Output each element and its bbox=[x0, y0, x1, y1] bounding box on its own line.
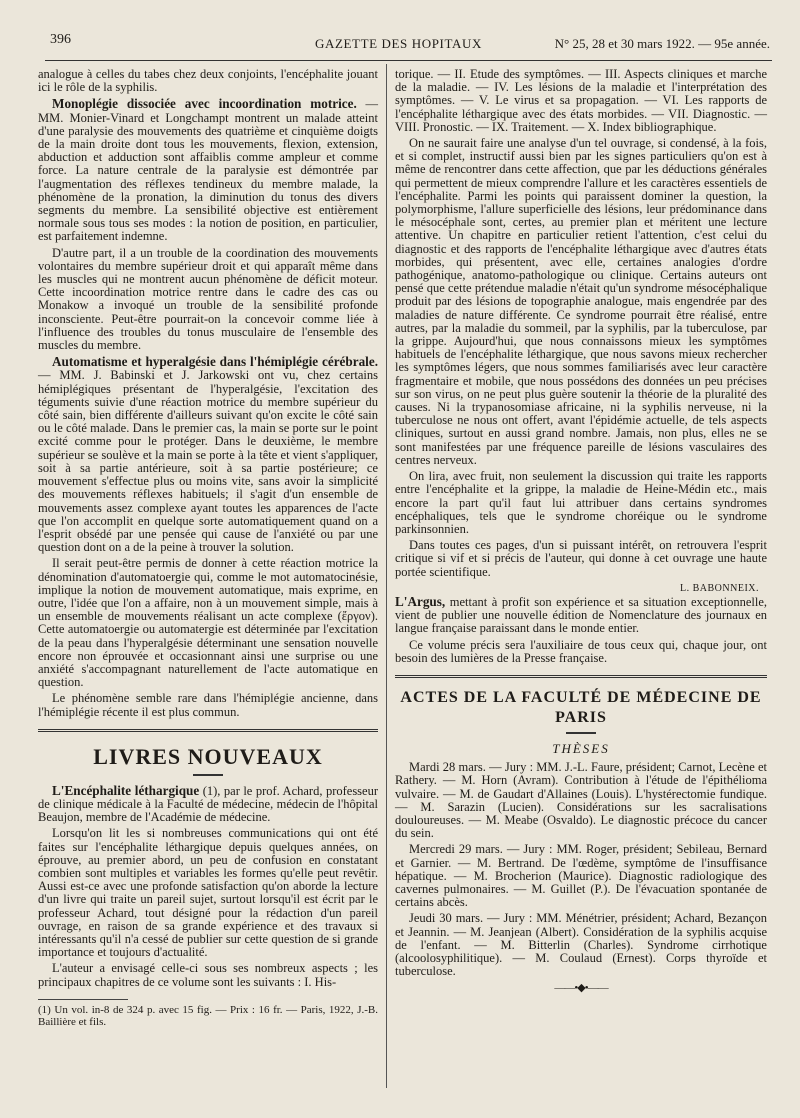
argus-text: mettant à profit son expérience et sa situation exceptionnelle, vient de publier une nouvelle édition de Nomenclature des journaux en langue française paraissant dans le monde entier. bbox=[395, 594, 768, 636]
actes-dash bbox=[566, 732, 596, 734]
column-divider bbox=[386, 64, 387, 1088]
page-number: 396 bbox=[50, 32, 71, 47]
livres-heading: LIVRES NOUVEAUX bbox=[93, 743, 323, 769]
actes-rule bbox=[395, 675, 767, 678]
argus-paragraph-2: Ce volume précis sera l'auxiliaire de tous ceux qui, chaque jour, ont besoin des lumières de la Presse française. bbox=[395, 637, 767, 665]
footnote-rule bbox=[38, 999, 128, 1000]
mono-text: — MM. Monier-Vinard et Longchampt montrent un malade atteint d'une paralysie des mouvements des quatrième et cinquième doigts de la main droite dont tous les mouvements, flexion, extension, abduction et adduction sont affaiblis comme ampleur et comme force. La nature centrale de la paralysie est démontrée par l'augmentation des réflexes tendineux du membre malade, la phénomène de la pronation, la diminution du tonus des divers segments du membre. La sensibilité objective est entièrement normale sous tous ses modes : la notion de position, en particulier, est parfaitement indemne. bbox=[38, 97, 379, 244]
theses-mardi: Mardi 28 mars. — Jury : MM. J.-L. Faure, président; Carnot, Lecène et Rathery. — M. Horn (Avram). Contribution à l'étude de l'épithélioma vulvaire. — M. de Gaudart d'Allaines (Louis). L'hystérectomie fundique. — M. Sarazin (Lucien). Considérations sur les sacralisations douloureuses. — M. Meabe (Osvaldo). Le diagnostic précoce du cancer du sein. bbox=[395, 760, 767, 841]
theses-mercredi: Mercredi 29 mars. — Jury : MM. Roger, président; Sebileau, Bernard et Garnier. — M. Bertrand. De l'œdème, symptôme de l'insuffisance hépatique. — M. Brocherion (Maurice). Diagnostic radiologique des cavernes pulmonaires. — M. Guillet (P.). De l'évacuation spontanée de certains abcès. bbox=[395, 842, 767, 910]
section-rule bbox=[38, 729, 378, 732]
auto-paragraph-3: Le phénomène semble rare dans l'hémiplégie ancienne, dans l'hémiplégie récente il est plus commun. bbox=[38, 691, 378, 719]
review-paragraph-3: On lira, avec fruit, non seulement la discussion qui traite les rapports entre l'encéphalite et la grippe, la maladie de Heine-Médin etc., mais encore la part qu'il faut lui attribuer dans certains syndromes encéphaliques, tels que le syndrome choréique ou le syndrome parkinsonnien. bbox=[395, 469, 767, 536]
review-paragraph-1: torique. — II. Etude des symptômes. — III. Aspects cliniques et marche de la maladie. — IV. Les lésions de la maladie et l'interprétation des symptômes. — V. Le virus et sa propagation. — VI. Les rapports de l'encéphalite léthargique avec des états morbides. — VII. Diagnostic. — VIII. Pronostic. — IX. Traitement. — X. Index bibliographique. bbox=[395, 67, 767, 134]
heading-dash bbox=[193, 774, 223, 776]
end-ornament: ——•◆•—— bbox=[554, 982, 608, 995]
running-header bbox=[50, 32, 770, 58]
theses-jeudi: Jeudi 30 mars. — Jury : MM. Ménétrier, président; Achard, Bezançon et Jeannin. — M. Jeanjean (Albert). Considération de la syphilis acquise de l'enfant. — M. Bitterlin (Charles). Syndrome cirrhotique (alcoolosyphilitique). — M. Coulaud (Ernest). Corps thyroïde et tuberculose. bbox=[395, 911, 767, 979]
mono-paragraph-2: D'autre part, il a un trouble de la coordination des mouvements volontaires du membre supérieur droit et qui apparaît même dans les muscles qui ne montrent aucun phénomène de déficit moteur. Cette incoordination motrice rentre dans le cadre des cas ou Monakow a invoqué un trouble de la sensibilité profonde inconsciente. Peut-être pourrait-on la concevoir comme liée à l'influence des troubles du tonus musculaire de l'ensemble des muscles du membre. bbox=[38, 245, 378, 353]
auto-paragraph-1 bbox=[38, 355, 378, 554]
actes-heading: ACTES DE LA FACULTÉ DE MÉDECINE DE PARIS bbox=[400, 688, 762, 726]
argus-paragraph bbox=[395, 595, 767, 636]
mono-title: Monoplégie dissociée avec incoordination motrice. bbox=[52, 96, 357, 112]
auto-paragraph-2: Il serait peut-être permis de donner à cette réaction motrice la dénomination d'automatoergie qui, comme le mot automatocinésie, implique la notion de mouvement automatique, mais exprime, en outre, l'idée que l'on a affaire, non à un mouvement simple, mais à un ensemble de mouvements réalisant un acte complexe (ἔργον). Cette automatoergie ou automatergie est déterminée par l'excitation de la peau dans l'hyperalgésie déterminant une sensation nouvelle encore non éprouvée et occasionnant ainsi une surprise ou une anxiété s'accompagnant naturellement de l'acte automatique en question. bbox=[38, 556, 378, 690]
enc-title: L'Encéphalite léthargique bbox=[52, 782, 200, 798]
right-column bbox=[395, 68, 767, 996]
header-rule bbox=[45, 60, 772, 61]
left-column bbox=[38, 68, 378, 1032]
theses-label: THÈSES bbox=[552, 740, 610, 756]
mono-paragraph-1 bbox=[38, 97, 378, 243]
intro-paragraph: analogue à celles du tabes chez deux conjoints, l'encéphalite jouant ici le rôle de la syphilis. bbox=[38, 67, 378, 95]
journal-title: GAZETTE DES HOPITAUX bbox=[315, 36, 482, 51]
enc-paragraph-1: Lorsqu'on lit les si nombreuses communications qui ont été faites sur l'encéphalite léthargique depuis quelques années, on éprouve, au premier abord, un peu de confusion en constatant combien sont multiples et variables les formes qu'elle peut revêtir. Aussi est-ce avec une profonde satisfaction qu'on aborde la lecture d'un livre qui traite un pareil sujet, surtout lorsqu'il est écrit par le professeur Achard, tout désigné pour la rédaction d'un pareil ouvrage, en raison de sa grande expérience et des travaux si intéressants qu'il n'a cessé de publier sur cette question de si grande importance et toujours d'actualité. bbox=[38, 826, 378, 960]
review-paragraph-2: On ne saurait faire une analyse d'un tel ouvrage, si condensé, à la fois, et si complet, instructif aussi bien par les signes particuliers qu'on est à même de rencontrer dans cette affection, que par les déductions générales qui permettent de mieux comprendre l'allure et les caractères essentiels de l'encéphalite. Parmi les points qui paraissent dominer la question, la polymorphisme, l'allure superficielle des lésions, leur prédominance dans le mésocéphale sont, certes, au premier plan et méritent une lecture attentive. Un chapitre en particulier retient l'attention, c'est celui du diagnostic et des rapports de l'encéphalite léthargique avec d'autres états morbides, qui présentent, avec elle, certaines analogies d'ordre pathogénique, anatomo-pathologique ou clinique. Certains auteurs ont pensé que cette prétendue maladie n'était qu'un syndrome mésocéphalique produit par des lésions de topographie analogue, mais engendrée par des maladies de nature différente. Ce syndrome pourrait être réalisé, entre autres, par la maladie du sommeil, par la syphilis, par la tuberculose, par la grippe. Aujourd'hui, que nous connaissons mieux les symptômes habituels de l'encéphalite léthargique, que nous savons mieux rechercher les symptômes légers, que nous sommes familiarisés avec leur caractère fragmentaire et mobile, que nous possédons des données un peu précises sur son virus, on ne peut plus guère soutenir la théorie de la pluralité des causes. Ni la trypanosomiase africaine, ni la syphilis nerveuse, ni la tuberculose ne nous ont offert, avant l'épidémie actuelle, de tels aspects cliniques, surtout en aussi grand nombre. Jamais, non plus, elles ne se sont manifestées par une fréquence pareille de lésions vasculaires des centres nerveux. bbox=[395, 136, 767, 467]
issue-line: N° 25, 28 et 30 mars 1922. — 95e année. bbox=[554, 36, 770, 51]
enc-paragraph-2: L'auteur a envisagé celle-ci sous ses nombreux aspects ; les principaux chapitres de ce volume sont les suivants : I. His- bbox=[38, 961, 378, 989]
enc-ref-text: (1), par le prof. Achard, professeur de clinique médicale à la Faculté de médecine, médecin de l'hôpital Beaujon, membre de l'Académie de médecine. bbox=[38, 783, 379, 825]
argus-title: L'Argus, bbox=[395, 593, 446, 609]
review-signature: L. BABONNEIX. bbox=[680, 582, 759, 594]
footnote: (1) Un vol. in-8 de 324 p. avec 15 fig. — Prix : 16 fr. — Paris, 1922, J.-B. Baillière et fils. bbox=[38, 1003, 378, 1029]
review-paragraph-4: Dans toutes ces pages, d'un si puissant intérêt, on retrouvera l'esprit critique si vif et si précis de l'auteur, qui donne à cet ouvrage une haute portée scientifique. bbox=[395, 538, 767, 579]
auto-text: — MM. J. Babinski et J. Jarkowski ont vu, chez certains hémiplégiques présentant de l'hyperalgésie, l'excitation des téguments suivie d'une réaction motrice du membre supérieur du côté sain, bien différente d'ailleurs suivant qu'on excite le côté sain ou le côté malade. Dans le premier cas, la main se porte sur le point excité comme pour le protéger. Dans le deuxième, le membre supérieur se soulève et la main se porte à la tête et vient s'appliquer, soit à sa partie antérieure, soit à sa partie postérieure; ce mouvement s'effectue plus ou moins vite, sans avoir la simplicité des mouvements réflexes habituels; il s'agit d'un ensemble de mouvements assez complexe ayant toutes les apparences de l'acte que l'on accomplit en quelque sorte automatiquement quand on a l'esprit obsédé par une pensée qui cause de l'anxiété ou par une question dont on a de la peine à trouver la solution. bbox=[38, 368, 378, 555]
enc-reference bbox=[38, 784, 378, 825]
auto-title: Automatisme et hyperalgésie dans l'hémiplégie cérébrale. bbox=[52, 354, 378, 370]
